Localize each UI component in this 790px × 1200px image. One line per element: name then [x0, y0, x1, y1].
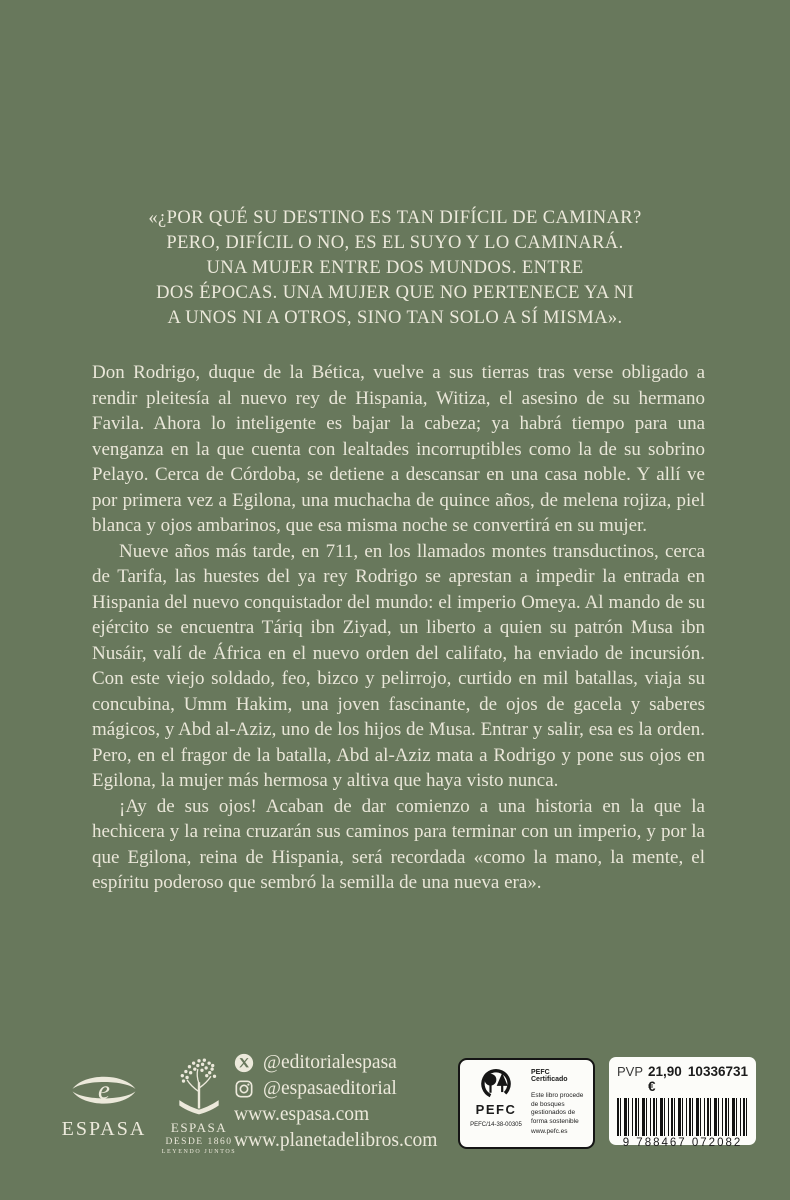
espasa-eye-icon [56, 1064, 152, 1114]
price-row [617, 1064, 748, 1094]
espasa-publisher-logo [56, 1064, 152, 1141]
imprint-since: DESDE 1860 [165, 1137, 233, 1147]
tree-book-icon [160, 1056, 238, 1118]
synopsis-paragraph-2: Nueve años más tarde, en 711, en los llamados montes transductinos, cerca de Tarifa, las huestes del ya rey Rodrigo se aprestan a impedir la entrada en Hispania del nuevo conquistador del mundo: el imperio Omeya. Al mando de su ejército se encuentra Táriq ibn Ziyad, un liberto a quien su patrón Musa ibn Nusáir, valí de África en el nuevo orden del califato, ha enviado de incursión. Con este viejo soldado, feo, bizco y pelirrojo, curtido en mil batallas, viaja su concubina, Umm Hakim, una joven fascinante, de ojos de gacela y saberes mágicos, y Abd al-Aziz, uno de los hijos de Musa. Entrar y salir, esa es la orden. Pero, en el fragor de la batalla, Abd al-Aziz mata a Rodrigo y pone sus ojos en Egilona, la mujer más hermosa y altiva que haya visto nunca. [92, 540, 705, 791]
quote-line: PERO, DIFÍCIL O NO, ES EL SUYO Y LO CAMINARÁ. [166, 233, 624, 253]
instagram-handle: @espasaeditorial [263, 1078, 397, 1099]
imprint-tagline: LEYENDO JUNTOS [161, 1149, 237, 1155]
instagram-row [234, 1076, 450, 1102]
pefc-trees-icon [467, 1068, 525, 1101]
synopsis-paragraph-1: Don Rodrigo, duque de la Bética, vuelve a sus tierras tras verse obligado a rendir pleitesía al nuevo rey de Hispania, Witiza, el asesino de su hermano Favila. Ahora lo inteligente es bajar la cabeza; ya habrá tiempo para una venganza en la que cuenta con lealtades incorruptibles como la de su sobrino Pelayo. Cerca de Córdoba, se detiene a descansar en una casa noble. Y allí ve por primera vez a Egilona, una muchacha de quince años, de melena rojiza, piel blanca y ojos ambarinos, que esa misma noche se convertirá en su mujer. [92, 362, 705, 536]
isbn-digits: 9 788467 072082 [622, 1137, 743, 1149]
imprint-name: ESPASA [170, 1120, 228, 1135]
quote-line: DOS ÉPOCAS. UNA MUJER QUE NO PERTENECE YA NI [156, 283, 634, 303]
barcode-price-box [609, 1057, 756, 1149]
x-twitter-icon [234, 1053, 254, 1073]
pefc-title: PEFC Certificado [531, 1069, 568, 1083]
pefc-cert-code: PEFC/14-38-00305 [470, 1122, 522, 1128]
website-row [234, 1128, 450, 1154]
pefc-url: www.pefc.es [531, 1128, 568, 1135]
twitter-handle: @editorialespasa [263, 1052, 397, 1073]
espasa-url: www.espasa.com [234, 1104, 370, 1125]
quote-line: UNA MUJER ENTRE DOS MUNDOS. ENTRE [206, 258, 584, 278]
quote-line: A UNOS NI A OTROS, SINO TAN SOLO A SÍ MISMA». [167, 308, 623, 328]
social-links [234, 1050, 450, 1154]
espasa-imprint-logo [160, 1056, 238, 1155]
planetadelibros-url: www.planetadelibros.com [234, 1130, 438, 1151]
pefc-certification-box [458, 1058, 595, 1149]
instagram-icon [234, 1079, 254, 1099]
pvp-label: PVP [617, 1064, 644, 1079]
price-value: 21,90 € [648, 1064, 682, 1094]
reference-number: 10336731 [687, 1064, 748, 1079]
espasa-wordmark: ESPASA [61, 1118, 147, 1140]
pefc-logo-column [467, 1066, 525, 1142]
synopsis-paragraph-3: ¡Ay de sus ojos! Acaban de dar comienzo a una historia en la que la hechicera y la reina cruzarán sus caminos para terminar con un imperio, y por la que Egilona, reina de Hispania, será recordada «como la mano, la mente, el espíritu poderoso que sembró la semilla de una nueva era». [92, 795, 705, 893]
synopsis [92, 360, 705, 896]
barcode-bars-icon [617, 1098, 748, 1136]
quote-line: «¿POR QUÉ SU DESTINO ES TAN DIFÍCIL DE CAMINAR? [148, 208, 642, 228]
cover-quote [0, 206, 790, 331]
pefc-text-column [531, 1066, 587, 1142]
pefc-logo-word: PEFC [475, 1102, 517, 1117]
svg-text:e: e [98, 1074, 110, 1105]
twitter-row [234, 1050, 450, 1076]
pefc-description: Este libro procede de bosques gestionados de forma sostenible [531, 1092, 584, 1125]
website-row [234, 1102, 450, 1128]
